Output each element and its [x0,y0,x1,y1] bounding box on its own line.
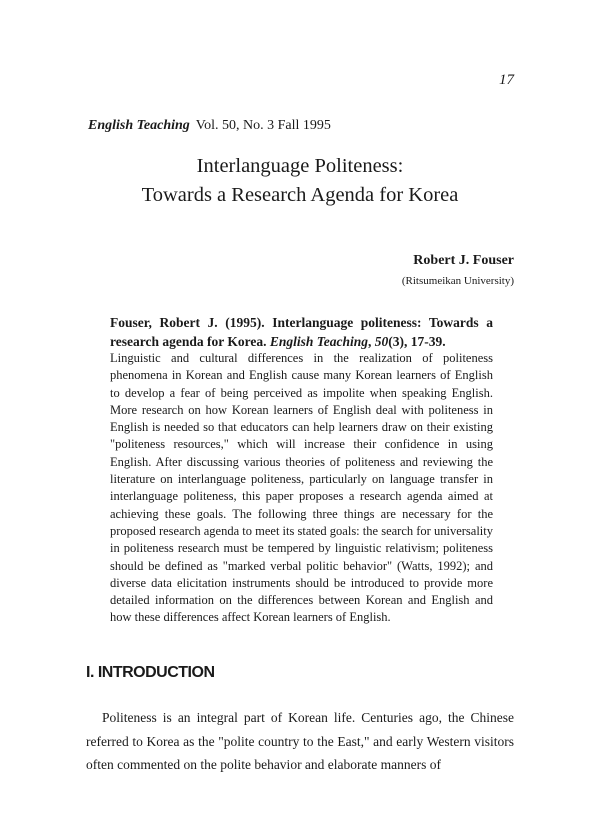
page-number: 17 [499,72,514,88]
title-line-2: Towards a Research Agenda for Korea [141,184,459,206]
abstract-text: Linguistic and cultural differences in the realization of politeness phenomena in Korean and English cause many Korean learners of English to develop a fear of being perceived as impolite when speaking English. More research on how Korean learners of English deal with politeness in English is needed so that educators can help learners draw on their existing "politeness resources," which will increase their confidence in using English. After discussing various theories of politeness and reviewing the literature on interlanguage politeness, particularly on language transfer in interlanguage politeness, this paper proposes a research agenda aimed at achieving these goals. The following three things are necessary for the proposed research agenda to meet its stated goals: the search for universality in politeness research must be tempered by linguistic relativism; politeness should be defined as "marked verbal politic behavior" (Watts, 1992); and diverse data elicitation instruments should be introduced to provide more detailed information on the differences between Korean and English and how these differences affect Korean learners of English. [110,351,493,625]
author-name: Robert J. Fouser [413,253,514,268]
citation-suffix: (3), 17-39. [388,334,446,349]
abstract [110,350,493,627]
citation-prefix: Fouser, Robert J. (1995). Interlanguage politeness: Towards a research agenda for Korea. [110,315,493,349]
title-line-1: Interlanguage Politeness: [196,155,404,177]
author-affiliation: (Ritsumeikan University) [401,275,514,287]
citation-journal: English Teaching [269,334,369,349]
body-paragraph: Politeness is an integral part of Korean life. Centuries ago, the Chinese referred to Korea as the "polite country to the East," and early Western visitors often commented on the polite behavior and elaborate manners of [86,710,514,772]
section-heading: I. INTRODUCTION [86,664,215,681]
citation [110,313,493,351]
journal-issue: Vol. 50, No. 3 Fall 1995 [195,118,331,133]
citation-journal-sep: , [368,334,375,349]
citation-volume: 50 [374,334,389,349]
journal-name: English Teaching [88,118,190,133]
body-text [86,706,514,777]
article-title [60,152,540,210]
journal-header [88,118,331,134]
